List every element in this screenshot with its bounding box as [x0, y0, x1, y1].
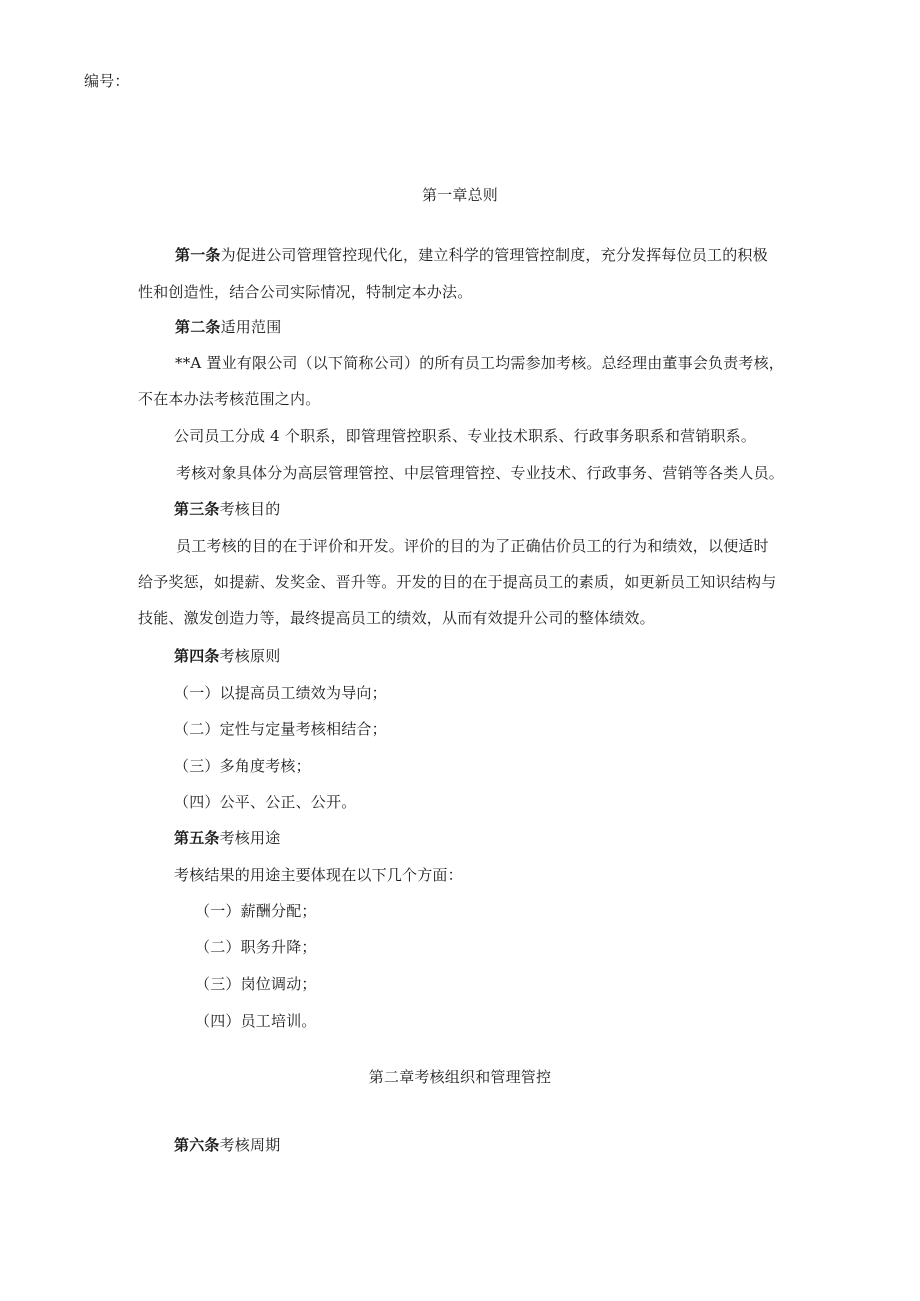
article-6-heading: 第六条 — [174, 1136, 220, 1154]
chapter-1-title: 第一章总则 — [421, 186, 498, 204]
article-3-title-line — [174, 499, 280, 519]
article-3-line-1: 员工考核的目的在于评价和开发。评价的目的为了正确估价员工的行为和绩效，以便适时 — [176, 537, 769, 555]
article-5-title-line — [174, 828, 280, 848]
article-4-title: 考核原则 — [219, 647, 281, 665]
article-5-item: （二）职务升降； — [195, 938, 317, 956]
article-2-title: 适用范围 — [220, 318, 282, 336]
article-4-item: （一）以提高员工绩效为导向； — [174, 684, 387, 702]
article-3-title: 考核目的 — [219, 500, 281, 518]
article-5-item: （四）员工培训。 — [195, 1012, 317, 1030]
article-2-title-line — [175, 317, 281, 337]
article-2-p3: 考核对象具体分为高层管理管控、中层管理管控、专业技术、行政事务、营销等各类人员。 — [176, 464, 785, 482]
article-1-line-1 — [175, 245, 768, 265]
article-1-heading: 第一条 — [175, 246, 221, 264]
article-2-p2: 公司员工分成 4 个职系，即管理管控职系、专业技术职系、行政事务职系和营销职系。 — [174, 427, 757, 445]
article-6-title: 考核周期 — [219, 1136, 281, 1154]
article-2-p1-line-2: 不在本办法考核范围之内。 — [138, 390, 321, 408]
document-number-label: 编号： — [84, 72, 130, 90]
article-5-title: 考核用途 — [219, 829, 281, 847]
article-5-item: （一）薪酬分配； — [195, 902, 317, 920]
article-4-item: （二）定性与定量考核相结合； — [174, 720, 387, 738]
chapter-2-title: 第二章考核组织和管理管控 — [368, 1068, 552, 1086]
article-1-text-1: 为促进公司管理管控现代化，建立科学的管理管控制度，充分发挥每位员工的积极 — [220, 246, 768, 264]
article-6-title-line — [174, 1135, 280, 1155]
article-4-item: （四）公平、公正、公开。 — [174, 793, 357, 811]
article-5-heading: 第五条 — [174, 829, 220, 847]
article-4-heading: 第四条 — [174, 647, 220, 665]
article-4-title-line — [174, 646, 280, 666]
article-5-item: （三）岗位调动； — [195, 975, 317, 993]
article-2-heading: 第二条 — [175, 318, 221, 336]
article-2-p1-line-1: **A 置业有限公司（以下简称公司）的所有员工均需参加考核。总经理由董事会负责考核， — [175, 354, 785, 372]
article-4-item: （三）多角度考核； — [174, 757, 311, 775]
article-1-line-2: 性和创造性，结合公司实际情况，特制定本办法。 — [138, 283, 473, 301]
article-3-heading: 第三条 — [174, 500, 220, 518]
article-3-line-3: 技能、激发创造力等，最终提高员工的绩效，从而有效提升公司的整体绩效。 — [138, 609, 655, 627]
article-5-intro: 考核结果的用途主要体现在以下几个方面： — [174, 866, 463, 884]
article-3-line-2: 给予奖惩，如提薪、发奖金、晋升等。开发的目的在于提高员工的素质，如更新员工知识结构与 — [138, 573, 777, 591]
